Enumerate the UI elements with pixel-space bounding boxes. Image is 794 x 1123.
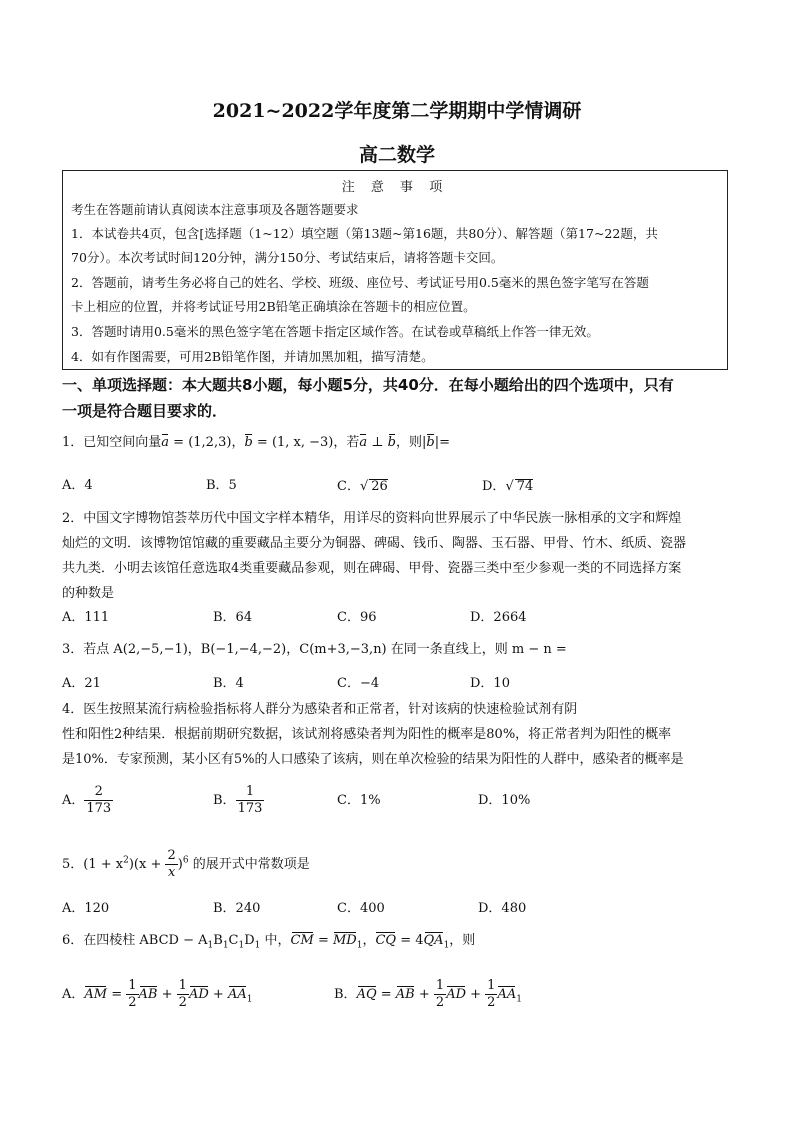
q2-option-a: A．111	[62, 610, 110, 625]
half-fraction	[434, 978, 446, 1011]
denominator: 2	[487, 995, 496, 1010]
vector-a: a	[161, 435, 170, 450]
vector-ad: AD	[188, 987, 209, 1002]
q6-text: ，则	[449, 933, 476, 948]
subscript: 1	[516, 994, 522, 1005]
numerator: 1	[487, 978, 496, 993]
plus: +	[157, 987, 177, 1002]
subscript: 1	[254, 940, 261, 951]
vector-aa1: AA	[497, 987, 517, 1002]
question-2-line: 灿烂的文明．该博物馆馆藏的重要藏品主要分为铜器、碑碣、钱币、陶器、玉石器、甲骨、竹木、纸质、瓷器	[62, 536, 687, 551]
q3-option-d: D．10	[470, 676, 510, 691]
notice-line: 考生在答题前请认真阅读本注意事项及各题答题要求	[71, 202, 359, 217]
subscript: 1	[238, 940, 245, 951]
question-3-stem: 3．若点 A(2,−5,−1)，B(−1,−4,−2)，C(m+3,−3,n) 在同一条直线上，则 m − n =	[62, 642, 567, 657]
equals: =	[107, 987, 127, 1002]
q6-b-label: B．	[334, 987, 357, 1002]
q6-text: C	[228, 933, 239, 948]
vector-aq: AQ	[356, 987, 377, 1002]
equals: =	[376, 987, 396, 1002]
q1-c-radicand: 26	[371, 479, 388, 494]
question-6-stem	[62, 934, 732, 953]
q4-a-fraction	[84, 784, 113, 817]
vector-md1: MD	[332, 933, 357, 948]
q1-d-radicand: 74	[516, 479, 534, 494]
vector-cm: CM	[290, 933, 314, 948]
vector-ab: AB	[395, 987, 415, 1002]
q4-option-a	[62, 784, 113, 817]
exam-title: 2021~2022学年度第二学期期中学情调研	[212, 100, 582, 122]
denominator: 2	[128, 995, 137, 1010]
notice-box	[62, 170, 728, 370]
subscript: 1	[356, 940, 363, 951]
question-4-line: 是10%．专家预测，某小区有5%的人口感染了该病，则在单次检验的结果为阳性的人群中，感染者的概率是	[62, 752, 684, 767]
q5-text: )(x +	[128, 857, 166, 872]
question-2-line: 2．中国文字博物馆荟萃历代中国文字样本精华，用详尽的资料向世界展示了中华民族一脉相承的文字和辉煌	[62, 511, 682, 526]
numerator: 1	[128, 978, 137, 993]
q6-text: 中，	[260, 933, 291, 948]
subscript: 1	[207, 940, 214, 951]
q1-b-value: = (1, x, −3)	[252, 435, 334, 450]
notice-heading: 注 意 事 项	[341, 180, 449, 195]
q1-text: 1．已知空间向量	[62, 435, 162, 450]
q5-option-b: B．240	[213, 901, 261, 916]
q5-power: 6	[182, 855, 189, 866]
vector-am: AM	[84, 987, 108, 1002]
half-fraction	[485, 978, 497, 1011]
q4-b-label: B．	[213, 793, 236, 808]
vector-ab: AB	[138, 987, 158, 1002]
q1-option-d: D．√ 74	[482, 479, 534, 494]
q4-a-label: A．	[62, 793, 85, 808]
q6-text: 6．在四棱柱 ABCD − A	[62, 933, 208, 948]
q6-option-b	[334, 978, 522, 1011]
q3-option-a: A．21	[62, 676, 101, 691]
section-heading-line1: 一、单项选择题：本大题共8小题，每小题5分，共40分．在每小题给出的四个选项中，只有	[62, 376, 674, 394]
q6-a-label: A．	[62, 987, 85, 1002]
q1-c-label: C．	[337, 479, 360, 494]
q1-a-value: = (1,2,3)	[169, 435, 232, 450]
q1-text: |=	[434, 435, 450, 450]
plus: +	[208, 987, 228, 1002]
q5-option-c: C．400	[337, 901, 385, 916]
half-fraction	[177, 978, 189, 1011]
q3-option-c: C．−4	[337, 676, 380, 691]
vector-b: b	[426, 435, 435, 450]
q6-option-a	[62, 978, 252, 1011]
question-2-line: 共九类．小明去该馆任意选取4类重要藏品参观，则在碑碣、甲骨、瓷器三类中至少参观一类的不同选择方案	[62, 561, 682, 576]
q2-option-b: B．64	[213, 610, 253, 625]
vector-b: b	[244, 435, 253, 450]
vector-b: b	[387, 435, 396, 450]
notice-line: 2．答题前，请考生务必将自己的姓名、学校、班级、座位号、考试证号用0.5毫米的黑色签字笔写在答题	[71, 275, 649, 290]
exam-subject: 高二数学	[358, 144, 435, 166]
vector-aa1: AA	[227, 987, 247, 1002]
question-4-line: 性和阳性2种结果．根据前期研究数据，该试剂将感染者判为阳性的概率是80%，将正常者判为阳性的概率	[62, 727, 672, 742]
q6-text: = 4	[396, 933, 424, 948]
numerator: 2	[84, 784, 113, 801]
q1-sep: ，	[231, 435, 245, 450]
q2-option-d: D．2664	[470, 610, 527, 625]
q4-option-d: D．10%	[478, 793, 531, 808]
q6-text: =	[313, 933, 333, 948]
q3-option-b: B．4	[213, 676, 244, 691]
q5-option-d: D．480	[478, 901, 527, 916]
plus: +	[466, 987, 486, 1002]
q5-fraction	[165, 848, 177, 881]
q1-text: ，若	[333, 435, 360, 450]
denominator: x	[167, 865, 176, 880]
numerator: 1	[435, 978, 445, 993]
q5-text: )	[177, 857, 183, 872]
notice-line: 3．答题时请用0.5毫米的黑色签字笔在答题卡指定区域作答。在试卷或草稿纸上作答一律无效。	[71, 324, 599, 339]
q1-option-b: B．5	[206, 478, 237, 493]
q5-text: 的展开式中常数项是	[188, 857, 310, 872]
section-heading-line2: 一项是符合题目要求的．	[62, 402, 228, 420]
denominator: 173	[86, 801, 112, 816]
subscript: 1	[443, 940, 450, 951]
q5-text: 5．(1 + x	[62, 857, 124, 872]
vector-a: a	[359, 435, 368, 450]
question-1-stem	[62, 436, 732, 450]
q1-option-c: C．√ 26	[337, 479, 388, 494]
q6-text: ，	[362, 933, 376, 948]
q4-b-fraction	[236, 784, 265, 817]
q4-option-c: C．1%	[337, 793, 381, 808]
subscript: 1	[222, 940, 229, 951]
denominator: 2	[435, 995, 445, 1010]
question-4-line: 4．医生按照某流行病检验指标将人群分为感染者和正常者，针对该病的快速检验试剂有阴	[62, 702, 578, 717]
numerator: 2	[167, 848, 176, 863]
notice-line: 1．本试卷共4页，包含[选择题（1~12）填空题（第13题~第16题，共80分）、解答题（第17~22题，共	[71, 226, 658, 241]
q4-option-b	[213, 784, 264, 817]
notice-line: 卡上相应的位置，并将考试证号用2B铅笔正确填涂在答题卡的相应位置。	[71, 299, 476, 314]
q1-option-a: A．4	[62, 478, 93, 493]
q6-text: D	[244, 933, 255, 948]
plus: +	[414, 987, 434, 1002]
denominator: 173	[237, 801, 263, 816]
q2-option-c: C．96	[337, 610, 377, 625]
q1-d-label: D．	[482, 479, 506, 494]
q5-exponent: 2	[123, 855, 129, 866]
vector-cq: CQ	[375, 933, 397, 948]
q5-option-a: A．120	[62, 901, 110, 916]
vector-ad: AD	[446, 987, 466, 1002]
numerator: 1	[236, 784, 265, 801]
q6-text: B	[213, 933, 223, 948]
denominator: 2	[178, 995, 187, 1010]
q1-perp: ⊥	[367, 435, 388, 450]
vector-qa1: QA	[423, 933, 444, 948]
notice-line: 4．如有作图需要，可用2B铅笔作图，并请加黑加粗，描写清楚。	[71, 349, 434, 364]
question-5-stem	[62, 848, 732, 881]
half-fraction	[126, 978, 138, 1011]
subscript: 1	[246, 994, 253, 1005]
q1-text: ，则|	[396, 435, 427, 450]
notice-line: 70分）。本次考试时间120分钟，满分150分、考试结束后，请将答题卡交回。	[71, 250, 504, 265]
question-2-line: 的种数是	[62, 586, 115, 601]
numerator: 1	[178, 978, 187, 993]
